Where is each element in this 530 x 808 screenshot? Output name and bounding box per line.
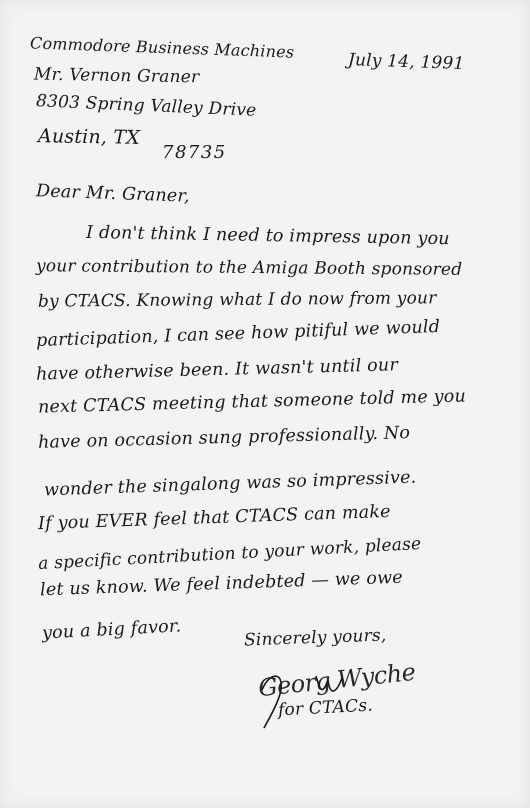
recipient-company: Commodore Business Machines [29,33,295,62]
body-line: a specific contribution to your work, please [37,533,422,575]
closing: Sincerely yours, [243,625,387,651]
signature-for: for CTACs. [277,695,374,721]
body-line: participation, I can see how pitiful we would [35,316,441,352]
body-line: I don't think I need to impress upon you [85,222,450,250]
recipient-street: 8303 Spring Valley Drive [35,91,257,121]
body-line: by CTACS. Knowing what I do now from your [37,288,437,312]
body-line: let us know. We feel indebted — we owe [39,567,404,601]
body-line: your contribution to the Amiga Booth sponsored [35,256,463,280]
body-line: If you EVER feel that CTACS can make [37,501,392,535]
body-line: wonder the singalong was so impressive. [43,467,417,501]
recipient-city: Austin, TX [37,125,141,149]
body-line: next CTACS meeting that someone told me you [37,386,467,418]
body-line: have otherwise been. It wasn't until our [35,355,399,385]
signature-name: Georg Wyche [256,657,417,703]
recipient-name: Mr. Vernon Graner [33,64,200,88]
body-line: you a big favor. [41,616,182,644]
letter-date: July 14, 1991 [347,49,465,75]
salutation: Dear Mr. Graner, [35,181,191,207]
body-line: have on occasion sung professionally. No [37,423,411,453]
recipient-zip: 78735 [162,142,227,163]
